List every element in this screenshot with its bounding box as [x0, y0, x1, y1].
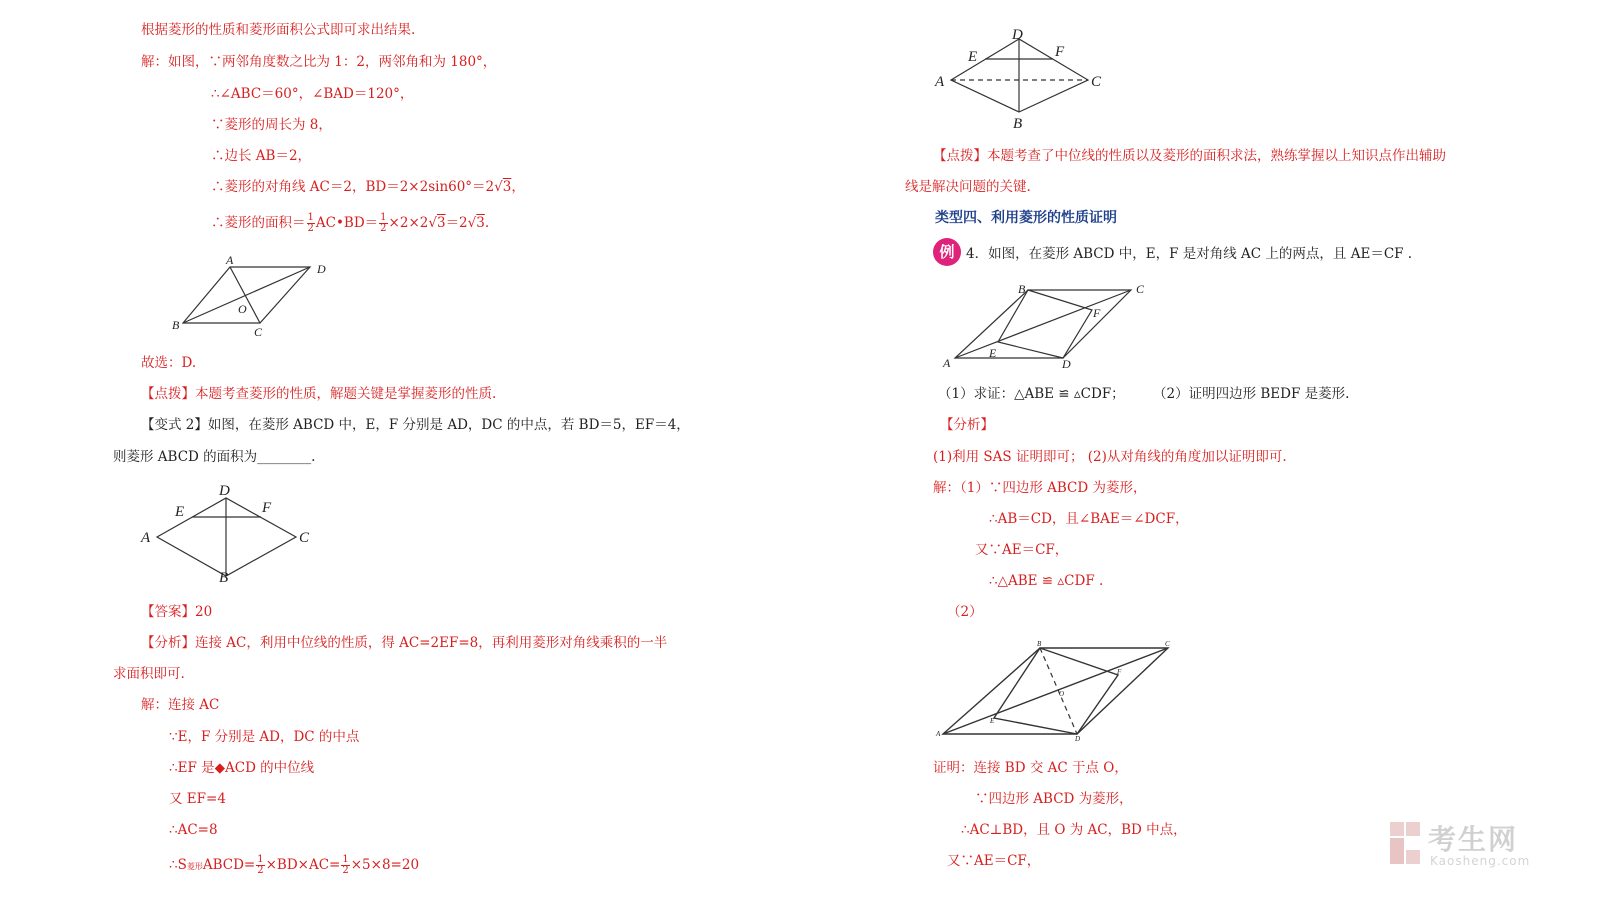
vertex-label: C [1165, 640, 1170, 648]
text-line: ∴AC=8 [169, 822, 218, 838]
vertex-label: C [1091, 74, 1102, 90]
text-line: 【答案】20 [141, 604, 213, 620]
vertex-label: E [968, 49, 978, 65]
text-line: ∴AB＝CD，且∠BAE＝∠DCF， [989, 511, 1189, 527]
text-line: 【变式 2】如图，在菱形 ABCD 中，E，F 分别是 AD，DC 的中点，若 BD＝5，EF＝4， [141, 417, 690, 433]
vertex-label: D [1012, 27, 1023, 43]
section-title: 类型四、利用菱形的性质证明 [935, 210, 1117, 226]
text-line: 求面积即可. [113, 666, 185, 682]
sqrt-value: 3 [502, 179, 512, 195]
fraction: $\frac{1}{2}$ [307, 212, 314, 234]
text-line: 线是解决问题的关键. [905, 179, 1031, 195]
text-line: ∴∠ABC＝60°，∠BAD＝120°， [211, 86, 414, 102]
vertex-label: B [1013, 116, 1023, 132]
vertex-label: B [1037, 640, 1042, 648]
vertex-label: D [317, 262, 326, 276]
text-line: 又∵AE＝CF， [975, 542, 1069, 558]
rhombus-figure-3 [932, 24, 1112, 130]
vertex-label: B [219, 570, 229, 586]
rhombus-figure-1 [160, 250, 340, 342]
text-segment: ∴菱形的对角线 AC＝2，BD＝2×2sin60°＝2 [211, 179, 495, 195]
rhombus-figure-4 [938, 280, 1158, 372]
text-line: （2） [947, 604, 983, 620]
text-line: ∴△ABE ≌ ▵CDF . [989, 573, 1104, 589]
subscript: 菱形 [186, 862, 203, 871]
vertex-label: C [1136, 282, 1145, 296]
fraction: $\frac{1}{2}$ [380, 212, 387, 234]
text-line: ∴AC⊥BD，且 O 为 AC，BD 中点， [961, 822, 1187, 838]
vertex-label: E [175, 504, 185, 520]
vertex-label: F [1055, 44, 1065, 60]
vertex-label: O [238, 302, 247, 316]
fraction: $\frac{1}{2}$ [342, 854, 349, 876]
vertex-label: F [1117, 668, 1122, 676]
text-line: ∵E，F 分别是 AD，DC 的中点 [169, 729, 360, 745]
text-line: （2）证明四边形 BEDF 是菱形. [1153, 386, 1350, 402]
text-line: ∴EF 是◆ACD 的中位线 [169, 760, 315, 776]
text-line: 故选：D. [141, 355, 197, 371]
vertex-label: A [141, 530, 151, 546]
text-line: ∵菱形的周长为 8， [211, 117, 332, 133]
vertex-label: A [226, 253, 234, 267]
vertex-label: C [299, 530, 310, 546]
text-line: 又 EF=4 [169, 791, 226, 807]
vertex-label: D [219, 483, 230, 499]
text-segment: ， [511, 179, 525, 195]
logo-mark-icon [1388, 820, 1422, 866]
vertex-label: E [989, 346, 997, 360]
text-line: ∴边长 AB＝2， [211, 148, 312, 164]
text-line: 4．如图，在菱形 ABCD 中，E，F 是对角线 AC 上的两点，且 AE＝CF . [966, 246, 1413, 262]
text-line: 证明：连接 BD 交 AC 于点 O， [933, 760, 1128, 776]
logo-text: 考生网 [1428, 823, 1519, 856]
kaosheng-logo [1388, 818, 1588, 872]
vertex-label: E [990, 717, 995, 725]
text-line: 【点拨】本题考查了中位线的性质以及菱形的面积求法，熟练掌握以上知识点作出辅助 [933, 148, 1446, 164]
logo-url: Kaosheng.com [1430, 854, 1531, 868]
text-line: ∴S菱形ABCD= $\frac{1}{2}$ ×BD×AC= $\frac{1}{2}$ ×5×8=20 [169, 854, 420, 876]
vertex-label: C [254, 325, 263, 339]
rhombus-figure-5 [932, 638, 1182, 744]
vertex-label: A [935, 74, 945, 90]
text-line: 解：（1）∵四边形 ABCD 为菱形， [933, 480, 1147, 496]
vertex-label: F [1093, 306, 1101, 320]
vertex-label: F [262, 500, 272, 516]
vertex-label: A [943, 356, 951, 370]
text-segment: ∴菱形的面积＝ [211, 215, 306, 231]
vertex-label: O [1059, 690, 1065, 698]
vertex-label: B [1018, 282, 1026, 296]
text-line: ∴菱形的对角线 AC＝2，BD＝2×2sin60°＝2√3， [211, 179, 525, 195]
text-line: 【点拨】本题考查菱形的性质，解题关键是掌握菱形的性质. [141, 386, 497, 402]
vertex-label: D [1075, 735, 1081, 743]
text-line: ∵四边形 ABCD 为菱形， [975, 791, 1133, 807]
text-line: 又∵AE＝CF， [947, 853, 1041, 869]
vertex-label: B [172, 318, 180, 332]
vertex-label: D [1062, 357, 1071, 371]
text-line: 解：连接 AC [141, 697, 220, 713]
text-line: ∴菱形的面积＝ $\frac{1}{2}$ AC•BD＝ $\frac{1}{2}$ ×2×2√3＝2√3. [211, 212, 490, 234]
text-segment: ×2×2 [388, 215, 429, 231]
text-line: 解：如图，∵两邻角度数之比为 1：2，两邻角和为 180°， [141, 54, 497, 70]
text-line: 【分析】 [940, 417, 994, 433]
text-line: 根据菱形的性质和菱形面积公式即可求出结果. [141, 22, 416, 38]
text-line: 【分析】连接 AC，利用中位线的性质，得 AC=2EF=8，再利用菱形对角线乘积的一半 [141, 635, 668, 651]
fraction: $\frac{1}{2}$ [257, 854, 264, 876]
text-line: （1）求证：△ABE ≌ ▵CDF； [938, 386, 1125, 402]
text-line: 则菱形 ABCD 的面积为________. [113, 449, 316, 465]
example-badge: 例 [933, 238, 961, 266]
rhombus-figure-2 [140, 482, 320, 586]
text-segment: AC•BD＝ [315, 215, 379, 231]
text-line: (1)利用 SAS 证明即可； (2)从对角线的角度加以证明即可. [933, 449, 1287, 465]
vertex-label: A [936, 730, 941, 738]
